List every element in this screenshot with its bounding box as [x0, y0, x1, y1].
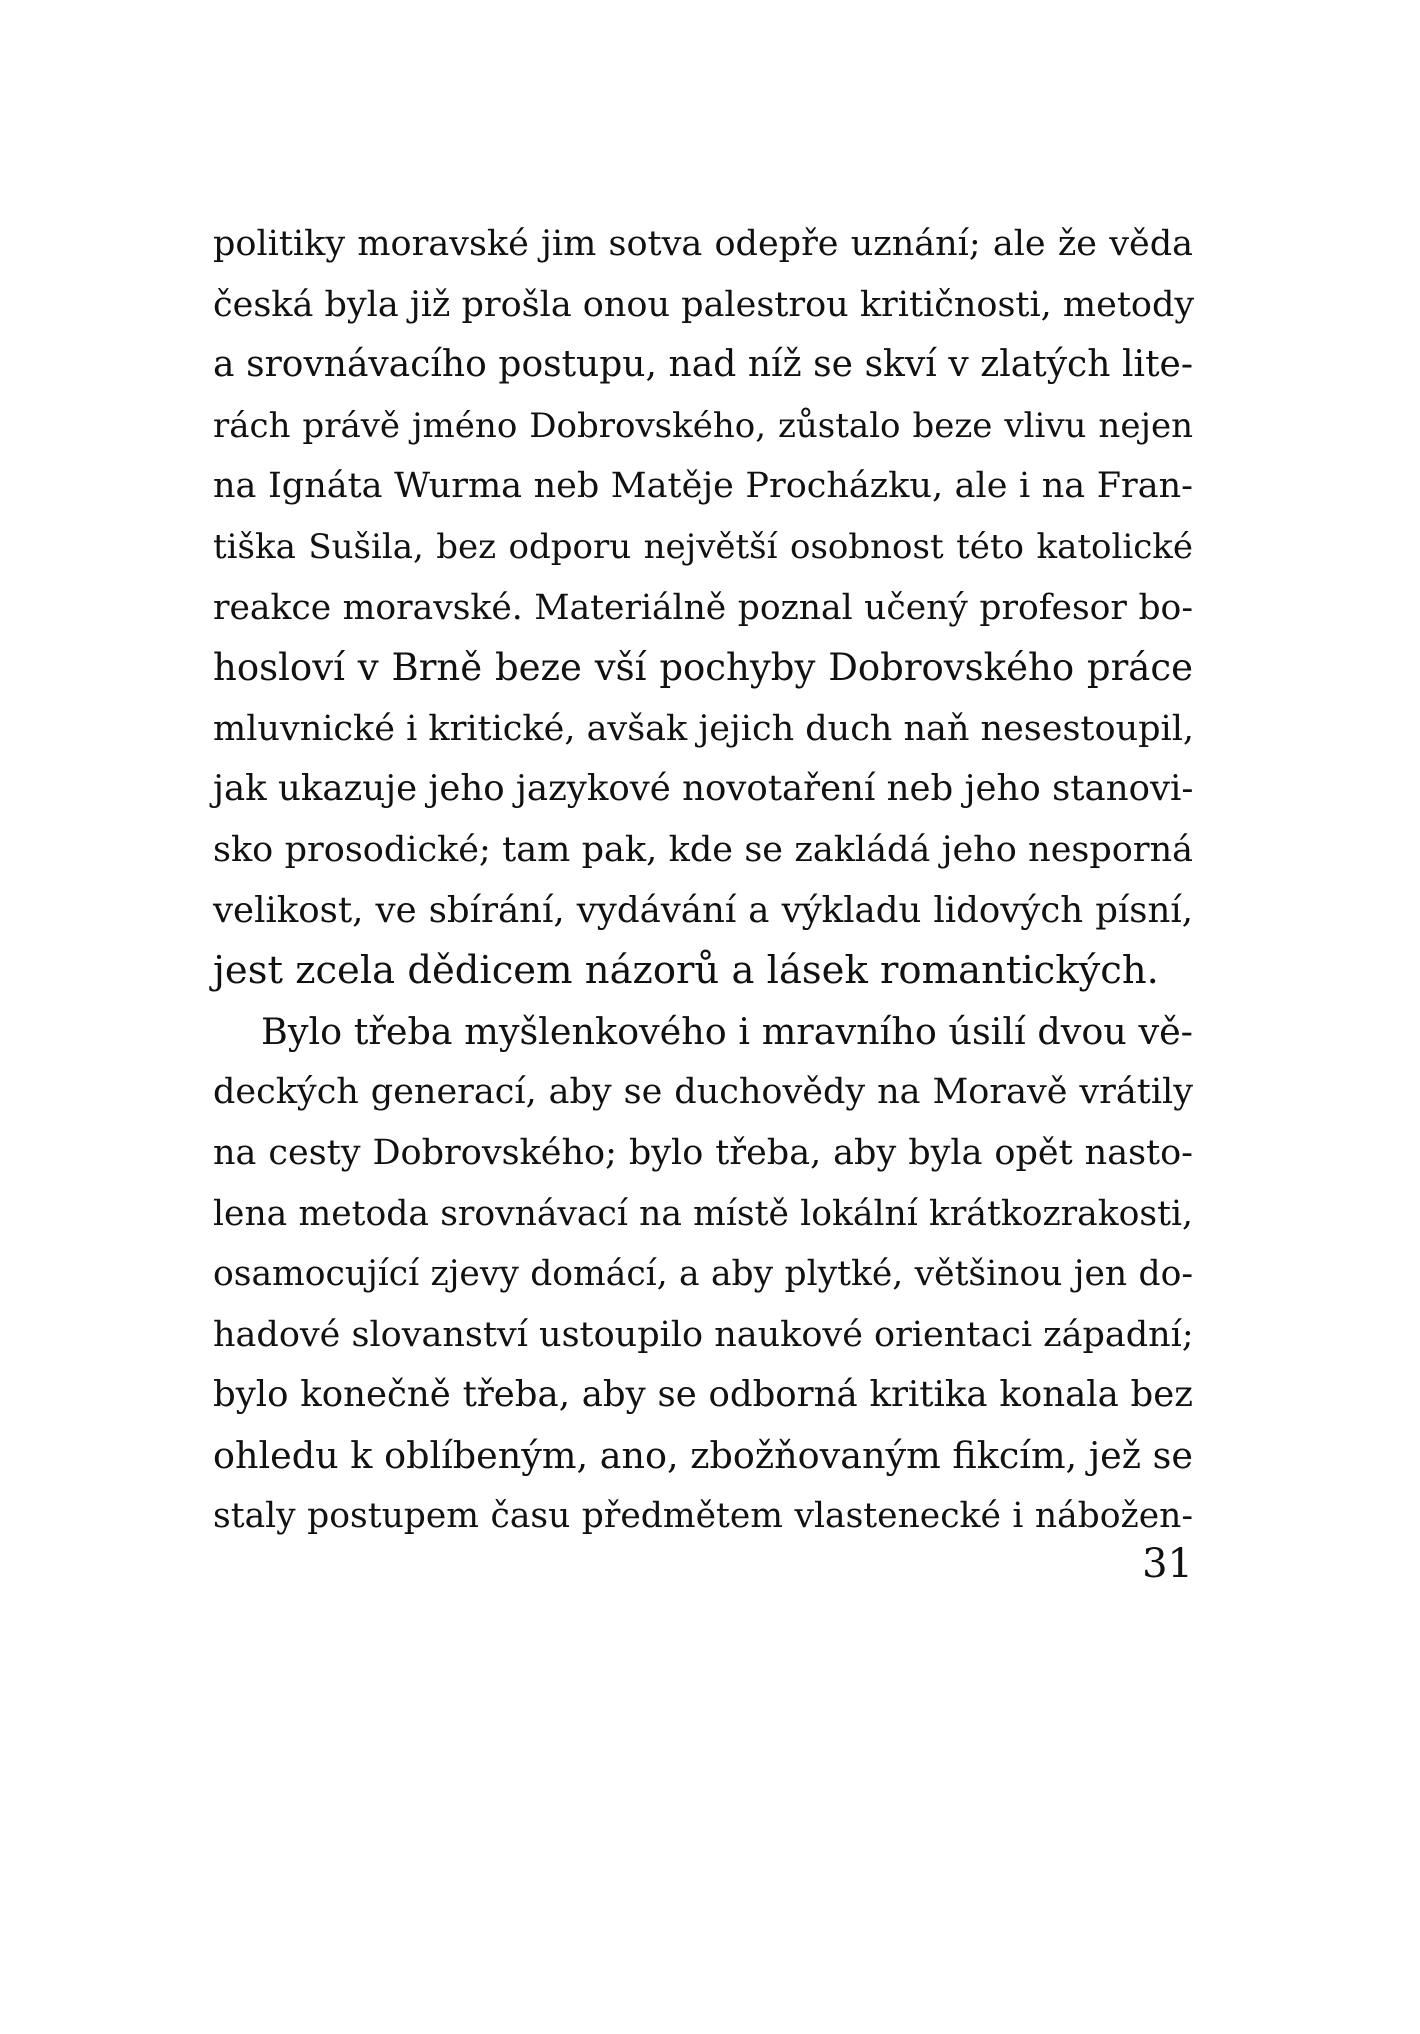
text-line: a srovnávacího postupu, nad níž se skví v zlatých lite-	[213, 344, 1193, 386]
text-line: osamocující zjevy domácí, a aby plytké, většinou jen do-	[213, 1254, 1193, 1295]
page-number: 31	[1142, 1541, 1193, 1587]
text-line: česká byla již prošla onou palestrou kritičnosti, metody	[213, 284, 1195, 325]
text-line: sko prosodické; tam pak, kde se zakládá jeho nesporná	[213, 829, 1193, 870]
paragraph-2	[213, 1002, 1193, 1547]
text-line: lena metoda srovnávací na místě lokální krátkozrakosti,	[213, 1193, 1193, 1234]
text-line: mluvnické i kritické, avšak jejich duch naň nesestoupil,	[213, 708, 1195, 749]
paragraph-1	[213, 214, 1193, 1002]
text-line: velikost, ve sbírání, vydávání a výkladu lidových písní,	[213, 889, 1193, 931]
text-line: hosloví v Brně beze vší pochyby Dobrovského práce	[213, 646, 1193, 690]
text-line: na Ignáta Wurma neb Matěje Procházku, ale i na Fran-	[213, 466, 1193, 507]
text-line: hadové slovanství ustoupilo naukové orientaci západní;	[213, 1314, 1194, 1355]
text-line: reakce moravské. Materiálně poznal učený profesor bo-	[213, 587, 1193, 628]
text-line: ohledu k oblíbeným, ano, zbožňovaným fikcím, jež se	[213, 1433, 1193, 1477]
text-line: bylo konečně třeba, aby se odborná kritika konala bez	[213, 1374, 1193, 1416]
text-line: na cesty Dobrovského; bylo třeba, aby byla opět nasto-	[213, 1132, 1193, 1173]
text-line: tiška Sušila, bez odporu největší osobnost této katolické	[213, 526, 1193, 567]
text-line: rách právě jméno Dobrovského, zůstalo beze vlivu nejen	[213, 405, 1193, 446]
body-text	[213, 214, 1193, 1547]
text-line: staly postupem času předmětem vlastenecké i nábožen-	[213, 1496, 1193, 1537]
text-line: jest zcela dědicem názorů a lásek romantických.	[213, 948, 1159, 994]
text-line: Bylo třeba myšlenkového i mravního úsilí dvou vě-	[261, 1009, 1193, 1053]
text-line: deckých generací, aby se duchovědy na Moravě vrátily	[213, 1072, 1193, 1113]
text-line: jak ukazuje jeho jazykové novotaření neb jeho stanovi-	[213, 768, 1194, 810]
text-line: politiky moravské jim sotva odepře uznání; ale že věda	[213, 224, 1193, 264]
